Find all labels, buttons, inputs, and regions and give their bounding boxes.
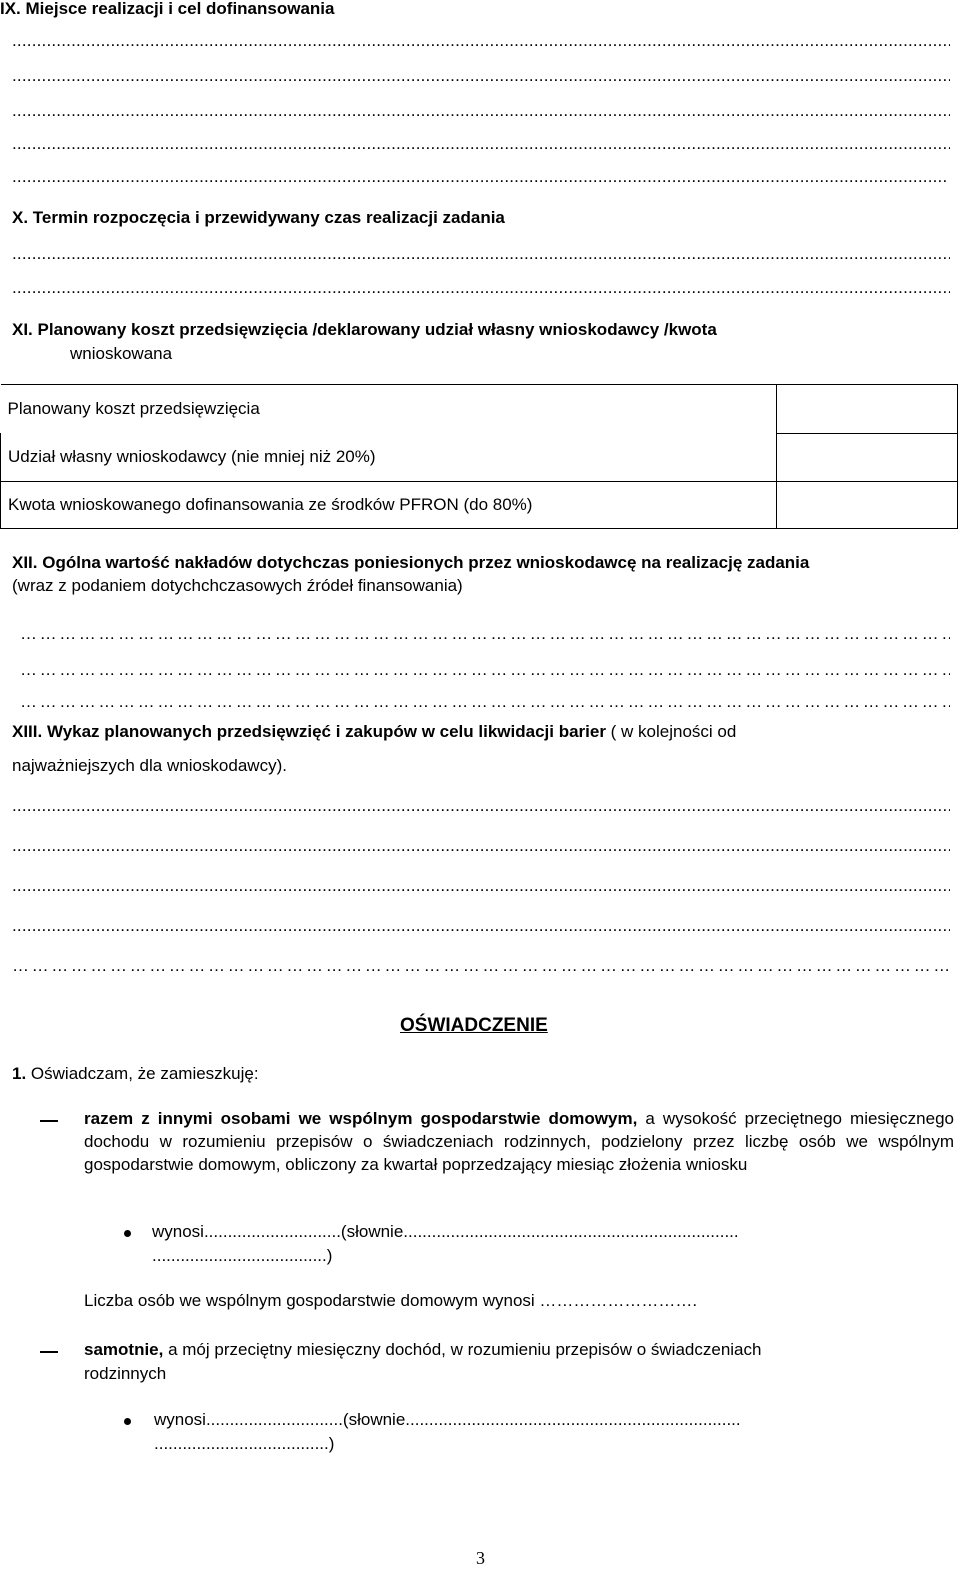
- household-count[interactable]: Liczba osób we wspólnym gospodarstwie domowym wynosi ……………………….: [84, 1291, 698, 1310]
- cost-label: Udział własny wnioskodawcy (nie mniej niż 20%): [1, 433, 777, 482]
- fill-line[interactable]: [20, 624, 950, 644]
- option-alone-line1: [84, 1340, 761, 1360]
- fill-line[interactable]: [12, 956, 948, 976]
- dash-bullet-icon: [40, 1120, 58, 1122]
- option-alone-bold: samotnie,: [84, 1340, 164, 1359]
- fill-line[interactable]: [20, 692, 950, 712]
- section-xiii-title-normal: ( w kolejności od: [605, 722, 737, 741]
- section-x-title: X. Termin rozpoczęcia i przewidywany czas realizacji zadania: [12, 208, 505, 227]
- table-row: [1, 482, 958, 529]
- cost-table: [0, 384, 958, 529]
- income-amount-line1[interactable]: wynosi.............................(słownie.......................................................................: [152, 1222, 739, 1241]
- section-xiii-title: [12, 722, 736, 742]
- table-row: [1, 385, 958, 434]
- item-text: Oświadczam, że zamieszkuję:: [26, 1064, 259, 1083]
- alone-income-amount-line1[interactable]: wynosi.............................(słownie.......................................................................: [154, 1410, 741, 1429]
- bullet-icon: [124, 1418, 131, 1425]
- fill-line[interactable]: [12, 836, 950, 856]
- section-xii-title-rest: (wraz z podaniem dotychchczasowych źródeł finansowania): [12, 576, 463, 595]
- fill-line[interactable]: [12, 134, 950, 154]
- declaration-item-1: [12, 1064, 259, 1084]
- cost-value-field[interactable]: [777, 385, 958, 434]
- alone-income-amount-line2[interactable]: .....................................): [154, 1434, 335, 1453]
- table-row: [1, 433, 958, 482]
- fill-line[interactable]: [12, 31, 950, 51]
- dash-bullet-icon: [40, 1351, 58, 1353]
- fill-line[interactable]: [12, 101, 950, 121]
- item-number: 1.: [12, 1064, 27, 1083]
- section-xiii-title-line2: najważniejszych dla wnioskodawcy).: [12, 756, 287, 775]
- cost-label: Planowany koszt przedsięwzięcia: [1, 385, 777, 434]
- page-number: 3: [476, 1548, 485, 1568]
- declaration-heading: OŚWIADCZENIE: [400, 1015, 548, 1036]
- section-xii-title: [12, 553, 809, 573]
- section-xi-title: [12, 320, 717, 340]
- fill-line[interactable]: [12, 916, 950, 936]
- section-xii-title-bold: XII. Ogólna wartość nakładów dotychczas poniesionych przez wnioskodawcę na realizację zadania: [12, 553, 810, 572]
- section-ix-title: IX. Miejsce realizacji i cel dofinansowania: [0, 0, 335, 18]
- fill-line[interactable]: [12, 167, 946, 187]
- cost-label: Kwota wnioskowanego dofinansowania ze środków PFRON (do 80%): [1, 482, 777, 529]
- option-alone-desc: a mój przeciętny miesięczny dochód, w rozumieniu przepisów o świadczeniach: [163, 1340, 762, 1359]
- income-amount-line2[interactable]: .....................................): [152, 1246, 333, 1265]
- option-household-text: [84, 1108, 954, 1177]
- section-xi-title-line2: wnioskowana: [70, 344, 173, 363]
- fill-line[interactable]: [12, 244, 950, 264]
- option-household-bold: razem z innymi osobami we wspólnym gospodarstwie domowym,: [84, 1109, 638, 1128]
- option-household-desc: a wysokość przeciętnego miesięcznego dochodu w rozumieniu przepisów o świadczeniach rodzinnych, podzielony przez liczbę osób we wspólnym gospodarstwie domowym, obliczony za kwartał poprzedzający miesiąc złożenia wniosku: [84, 1109, 954, 1174]
- fill-line[interactable]: [12, 66, 950, 86]
- own-contribution-value-field[interactable]: [777, 433, 958, 482]
- fill-line[interactable]: [12, 876, 950, 896]
- fill-line[interactable]: [12, 796, 950, 816]
- fill-line[interactable]: [12, 278, 950, 298]
- fill-line[interactable]: [20, 660, 950, 680]
- bullet-icon: [124, 1230, 131, 1237]
- requested-amount-value-field[interactable]: [777, 482, 958, 529]
- option-alone-line2: rodzinnych: [84, 1364, 167, 1383]
- section-xi-title-line1: XI. Planowany koszt przedsięwzięcia /deklarowany udział własny wnioskodawcy /kwota: [12, 320, 717, 339]
- section-xiii-title-bold: XIII. Wykaz planowanych przedsięwzięć i zakupów w celu likwidacji barier: [12, 722, 606, 741]
